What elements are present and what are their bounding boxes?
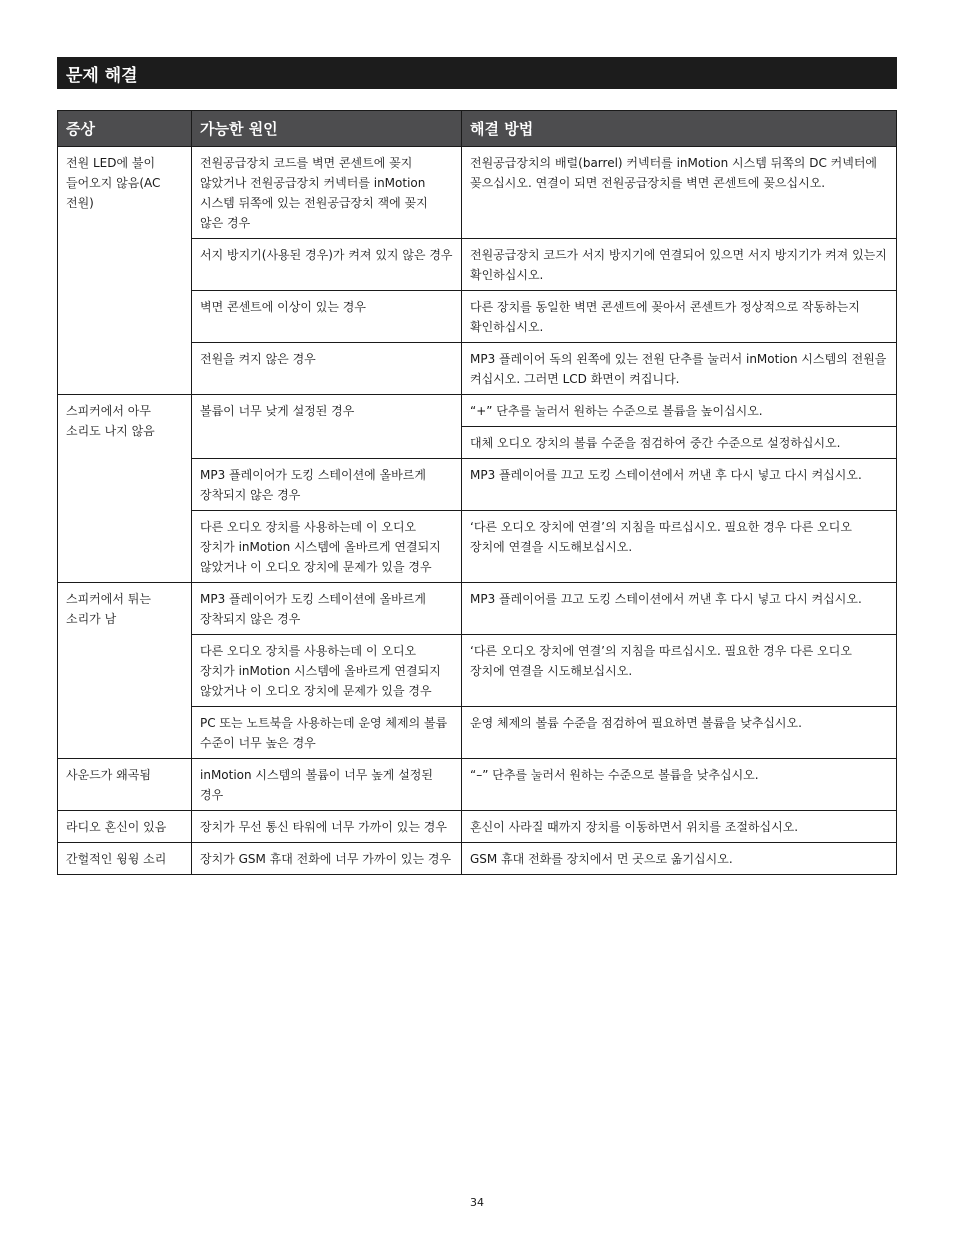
solution-cell: MP3 플레이어를 끄고 도킹 스테이션에서 꺼낸 후 다시 넣고 다시 켜십시오. [462, 459, 897, 511]
solution-cell: MP3 플레이어 독의 왼쪽에 있는 전원 단추를 눌러서 inMotion 시스템의 전원을 켜십시오. 그러면 LCD 화면이 켜집니다. [462, 343, 897, 395]
cause-cell: 전원공급장치 코드를 벽면 콘센트에 꽂지 않았거나 전원공급장치 커넥터를 inMotion 시스템 뒤쪽에 있는 전원공급장치 잭에 꽂지 않은 경우 [192, 147, 462, 239]
solution-cell: 운영 체제의 볼륨 수준을 점검하여 필요하면 볼륨을 낮추십시오. [462, 707, 897, 759]
symptom-cell: 전원 LED에 불이 들어오지 않음(AC 전원) [58, 147, 192, 395]
page-number: 34 [470, 1196, 484, 1209]
solution-cell: ‘다른 오디오 장치에 연결’의 지침을 따르십시오. 필요한 경우 다른 오디오 장치에 연결을 시도해보십시오. [462, 511, 897, 583]
table-header-row [58, 111, 897, 147]
cause-cell: 다른 오디오 장치를 사용하는데 이 오디오 장치가 inMotion 시스템에 올바르게 연결되지 않았거나 이 오디오 장치에 문제가 있을 경우 [192, 635, 462, 707]
symptom-cell: 스피커에서 아무 소리도 나지 않음 [58, 395, 192, 583]
solution-cell: 전원공급장치의 배럴(barrel) 커넥터를 inMotion 시스템 뒤쪽의 DC 커넥터에 꽂으십시오. 연결이 되면 전원공급장치를 벽면 콘센트에 꽂으십시오. [462, 147, 897, 239]
cause-cell: MP3 플레이어가 도킹 스테이션에 올바르게 장착되지 않은 경우 [192, 459, 462, 511]
section-title-bar [57, 57, 897, 89]
solution-cell: ‘다른 오디오 장치에 연결’의 지침을 따르십시오. 필요한 경우 다른 오디오 장치에 연결을 시도해보십시오. [462, 635, 897, 707]
solution-cell: 혼신이 사라질 때까지 장치를 이동하면서 위치를 조절하십시오. [462, 811, 897, 843]
table-row [58, 811, 897, 843]
solution-cell: 대체 오디오 장치의 볼륨 수준을 점검하여 중간 수준으로 설정하십시오. [462, 427, 897, 459]
cause-cell: inMotion 시스템의 볼륨이 너무 높게 설정된 경우 [192, 759, 462, 811]
troubleshooting-table [57, 110, 897, 875]
table-row [58, 395, 897, 427]
header-cause: 가능한 원인 [192, 111, 462, 147]
table-row [58, 147, 897, 239]
cause-cell: PC 또는 노트북을 사용하는데 운영 체제의 볼륨 수준이 너무 높은 경우 [192, 707, 462, 759]
section-title: 문제 해결 [66, 65, 138, 86]
solution-cell: MP3 플레이어를 끄고 도킹 스테이션에서 꺼낸 후 다시 넣고 다시 켜십시오. [462, 583, 897, 635]
cause-cell: 서지 방지기(사용된 경우)가 켜져 있지 않은 경우 [192, 239, 462, 291]
symptom-cell: 라디오 혼신이 있음 [58, 811, 192, 843]
cause-cell: MP3 플레이어가 도킹 스테이션에 올바르게 장착되지 않은 경우 [192, 583, 462, 635]
cause-cell: 전원을 켜지 않은 경우 [192, 343, 462, 395]
table-row [58, 759, 897, 811]
cause-cell: 벽면 콘센트에 이상이 있는 경우 [192, 291, 462, 343]
symptom-cell: 간헐적인 윙윙 소리 [58, 843, 192, 875]
header-solution: 해결 방법 [462, 111, 897, 147]
solution-cell: “+” 단추를 눌러서 원하는 수준으로 볼륨을 높이십시오. [462, 395, 897, 427]
solution-cell: 다른 장치를 동일한 벽면 콘센트에 꽂아서 콘센트가 정상적으로 작동하는지 확인하십시오. [462, 291, 897, 343]
cause-cell: 장치가 무선 통신 타워에 너무 가까이 있는 경우 [192, 811, 462, 843]
solution-cell: “–” 단추를 눌러서 원하는 수준으로 볼륨을 낮추십시오. [462, 759, 897, 811]
solution-cell: GSM 휴대 전화를 장치에서 먼 곳으로 옮기십시오. [462, 843, 897, 875]
symptom-cell: 사운드가 왜곡됨 [58, 759, 192, 811]
solution-cell: 전원공급장치 코드가 서지 방지기에 연결되어 있으면 서지 방지기가 켜져 있는지 확인하십시오. [462, 239, 897, 291]
header-symptom: 증상 [58, 111, 192, 147]
cause-cell: 다른 오디오 장치를 사용하는데 이 오디오 장치가 inMotion 시스템에 올바르게 연결되지 않았거나 이 오디오 장치에 문제가 있을 경우 [192, 511, 462, 583]
table-row [58, 583, 897, 635]
cause-cell: 장치가 GSM 휴대 전화에 너무 가까이 있는 경우 [192, 843, 462, 875]
symptom-cell: 스피커에서 튀는 소리가 남 [58, 583, 192, 759]
table-row [58, 843, 897, 875]
cause-cell: 볼륨이 너무 낮게 설정된 경우 [192, 395, 462, 459]
